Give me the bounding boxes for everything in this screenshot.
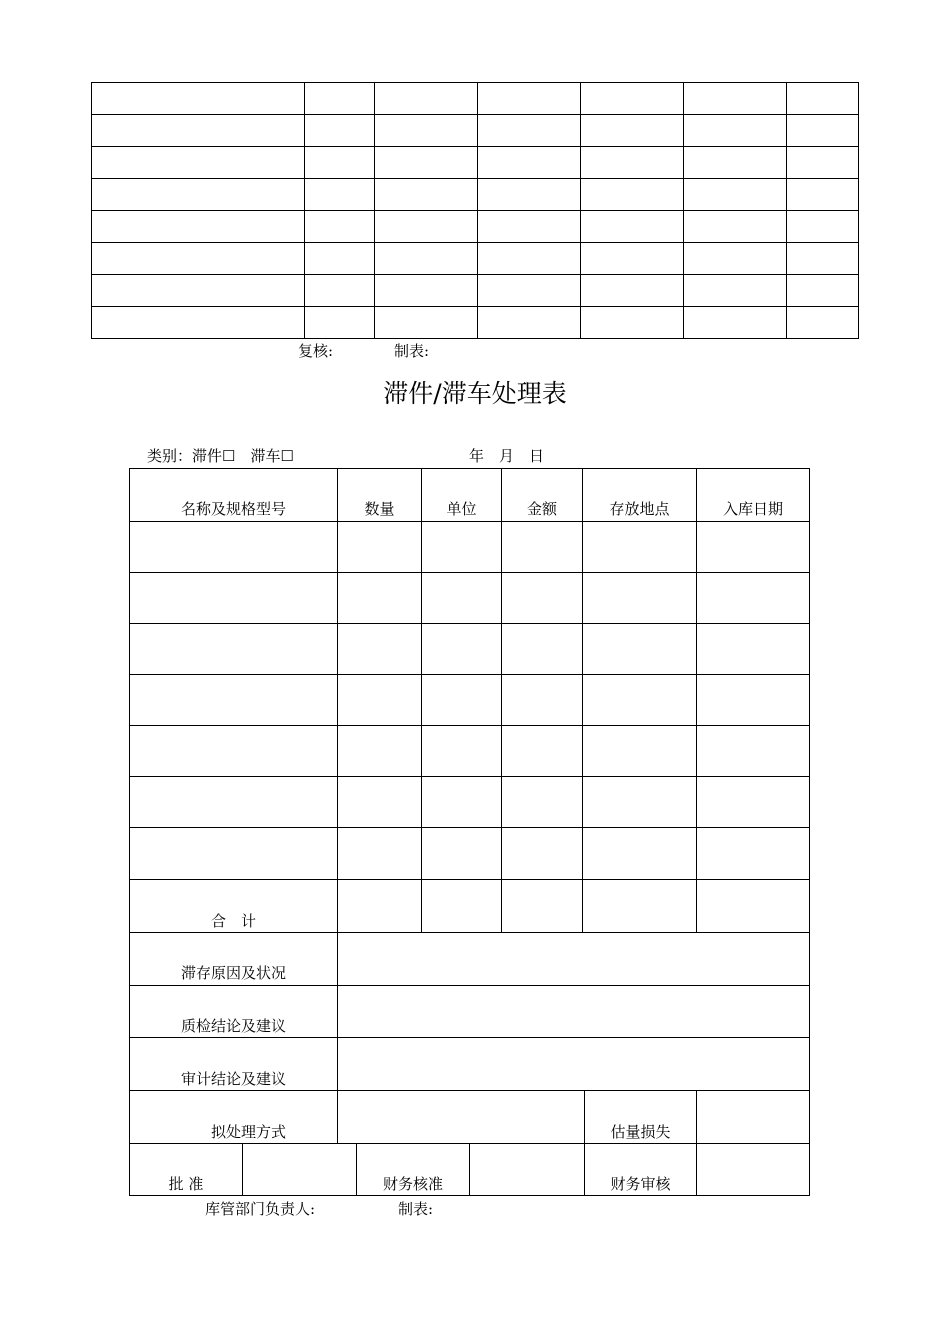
audit-label: 审计结论及建议 [180,1070,286,1088]
qc-label: 质检结论及建议 [180,1017,286,1035]
total-label: 合 计 [210,912,256,930]
finance-review-label: 财务审核 [610,1175,671,1193]
header-quantity: 数量 [364,500,395,518]
review-label: 复核: [298,342,334,360]
make-label-top: 制表: [394,342,430,360]
plan-label: 拟处理方式 [210,1123,286,1141]
header-name: 名称及规格型号 [180,500,286,518]
header-in-date: 入库日期 [722,500,783,518]
header-unit: 单位 [446,500,477,518]
footer-manager-label: 库管部门负责人: [205,1200,316,1218]
header-location: 存放地点 [609,500,670,518]
header-amount: 金额 [526,500,557,518]
date-label: 年 月 日 [469,447,545,465]
finance-approve-label: 财务核准 [382,1175,443,1193]
reason-label: 滞存原因及状况 [180,964,286,982]
approve-label: 批 准 [168,1175,204,1193]
category-label: 类别：滞件☐ 滞车☐ [147,447,294,465]
footer-make-label: 制表: [398,1200,434,1218]
form-title: 滞件/滞车处理表 [383,379,567,408]
loss-label: 估量损失 [610,1123,671,1141]
